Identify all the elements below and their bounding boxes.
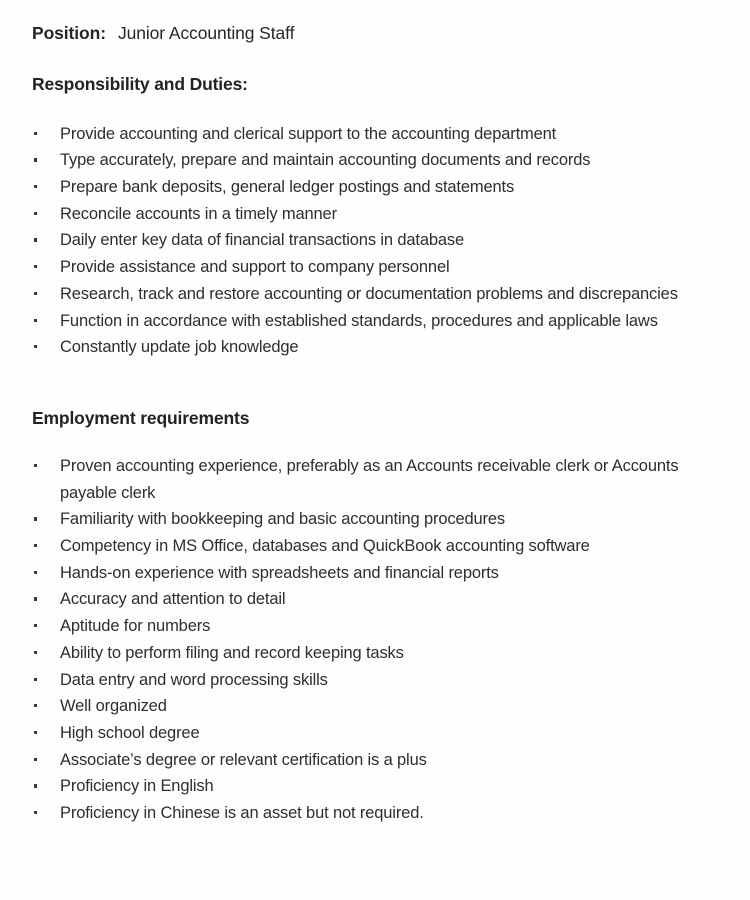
list-item bbox=[32, 308, 720, 335]
section-heading-employment: Employment requirements bbox=[32, 407, 250, 428]
list-item-text: Accuracy and attention to detail bbox=[60, 590, 286, 609]
list-item bbox=[32, 773, 720, 800]
position-label: Position: bbox=[32, 23, 106, 43]
list-item-text: Daily enter key data of financial transactions in database bbox=[60, 231, 465, 250]
list-item bbox=[32, 453, 720, 506]
list-item bbox=[32, 227, 720, 254]
duties-list bbox=[30, 121, 720, 361]
section-heading-duties: Responsibility and Duties: bbox=[32, 73, 248, 94]
bullet-icon bbox=[34, 704, 37, 707]
list-item-text: Proficiency in Chinese is an asset but not required. bbox=[60, 804, 424, 823]
list-item bbox=[32, 533, 720, 560]
list-item bbox=[32, 174, 720, 201]
list-item-text: Reconcile accounts in a timely manner bbox=[60, 204, 337, 223]
list-item bbox=[32, 281, 720, 308]
list-item-text: Research, track and restore accounting or documentation problems and discrepancies bbox=[60, 284, 678, 303]
list-item bbox=[32, 613, 720, 640]
bullet-icon bbox=[34, 758, 37, 761]
bullet-icon bbox=[34, 345, 37, 348]
bullet-icon bbox=[34, 651, 37, 654]
list-item-text: Data entry and word processing skills bbox=[60, 670, 328, 689]
bullet-icon bbox=[34, 571, 37, 574]
bullet-icon bbox=[34, 597, 37, 600]
list-item bbox=[32, 720, 720, 747]
list-item bbox=[32, 667, 720, 694]
list-item-text: Provide assistance and support to company personnel bbox=[60, 258, 450, 277]
bullet-icon bbox=[34, 544, 37, 547]
list-item-text: Function in accordance with established standards, procedures and applicable laws bbox=[60, 311, 658, 330]
requirements-list bbox=[30, 453, 720, 827]
list-item bbox=[32, 747, 720, 774]
list-item bbox=[32, 121, 720, 148]
bullet-icon bbox=[34, 731, 37, 734]
list-item-text: Proficiency in English bbox=[60, 777, 214, 796]
list-item bbox=[32, 586, 720, 613]
bullet-icon bbox=[34, 811, 37, 814]
list-item-text: Associate’s degree or relevant certification is a plus bbox=[60, 750, 427, 769]
list-item bbox=[32, 560, 720, 587]
bullet-icon bbox=[34, 185, 37, 188]
bullet-icon bbox=[34, 517, 37, 520]
list-item-text: Hands-on experience with spreadsheets and financial reports bbox=[60, 563, 499, 582]
bullet-icon bbox=[34, 319, 37, 322]
list-item-text: High school degree bbox=[60, 723, 200, 742]
list-item-text: Well organized bbox=[60, 697, 167, 716]
bullet-icon bbox=[34, 624, 37, 627]
list-item-text: Familiarity with bookkeeping and basic accounting procedures bbox=[60, 510, 506, 529]
bullet-icon bbox=[34, 784, 37, 787]
list-item bbox=[32, 640, 720, 667]
bullet-icon bbox=[34, 464, 37, 467]
list-item bbox=[32, 147, 720, 174]
list-item-text: Constantly update job knowledge bbox=[60, 338, 299, 357]
list-item bbox=[32, 334, 720, 361]
list-item-text: Aptitude for numbers bbox=[60, 617, 211, 636]
list-item bbox=[32, 254, 720, 281]
list-item-text: Prepare bank deposits, general ledger postings and statements bbox=[60, 178, 515, 197]
bullet-icon bbox=[34, 238, 37, 241]
list-item bbox=[32, 800, 720, 827]
list-item-text: Ability to perform filing and record keeping tasks bbox=[60, 643, 404, 662]
bullet-icon bbox=[34, 265, 37, 268]
bullet-icon bbox=[34, 678, 37, 681]
bullet-icon bbox=[34, 132, 37, 135]
list-item bbox=[32, 693, 720, 720]
position-line bbox=[32, 18, 720, 46]
bullet-icon bbox=[34, 158, 37, 161]
list-item bbox=[32, 201, 720, 228]
list-item-text: Provide accounting and clerical support to the accounting department bbox=[60, 124, 557, 143]
position-value: Junior Accounting Staff bbox=[117, 23, 295, 43]
list-item-text: Competency in MS Office, databases and QuickBook accounting software bbox=[60, 537, 590, 556]
list-item-text: Type accurately, prepare and maintain accounting documents and records bbox=[60, 151, 591, 170]
bullet-icon bbox=[34, 212, 37, 215]
list-item-text: Proven accounting experience, preferably as an Accounts receivable clerk or Accounts payable clerk bbox=[60, 456, 679, 502]
list-item bbox=[32, 506, 720, 533]
bullet-icon bbox=[34, 292, 37, 295]
